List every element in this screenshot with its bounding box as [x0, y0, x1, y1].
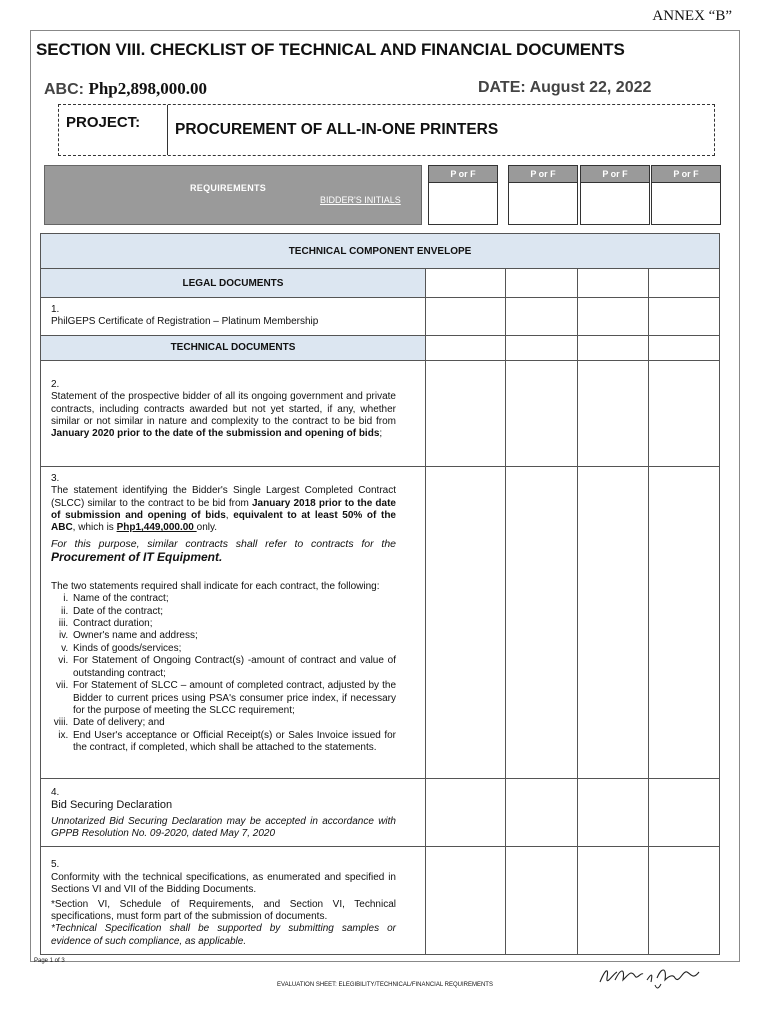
pf-header: P or F [652, 166, 720, 183]
project-name: PROCUREMENT OF ALL-IN-ONE PRINTERS [175, 121, 499, 138]
bidders-initials-label: BIDDER'S INITIALS [320, 195, 401, 205]
pf-cell[interactable] [649, 466, 720, 778]
checklist-table [40, 233, 720, 955]
pf-cell[interactable] [426, 847, 506, 955]
technical-documents-heading: TECHNICAL DOCUMENTS [41, 335, 426, 360]
pf-cell[interactable] [426, 466, 506, 778]
item-text: The statement identifying the Bidder's Single Largest Completed Contract (SLCC) similar to the contract to be bid from January 2018 prior to the date of submission and opening of bids, equivalent to at least 50% of the ABC, which is Php1,449,000.00 only. For this purpose, similar contracts shall refer to contracts for the Procurement of IT Equipment. The two statements required shall indicate for each contract, the following: i. Name of the contract; ii. Date of the contract; iii. Contract duration; iv. Owner's name and address; v. Kinds of goods/services; vi. For Statement of Ongoing Contract(s) -amount of contract and value of outstanding contract; vii. For Statement of SLCC – amount of completed contract, adjusted by the Bidder to current prices using PSA's consumer price index, if necessary for the purpose of meeting the SLCC requirement; viii. Date of delivery; and ix. End User's acceptance or Official Receipt(s) or Sales Invoice issued for the contract, if completed, which shall be attached to the statements. [51, 485, 396, 754]
list-item: vii. For Statement of SLCC – amount of completed contract, adjusted by the Bidder to current prices using PSA's consumer price index, if necessary for the purpose of meeting the SLCC requirement; [71, 680, 396, 717]
signature-initials [595, 960, 705, 995]
requirements-label: REQUIREMENTS [190, 183, 267, 193]
pf-header: P or F [581, 166, 649, 183]
footer-text: EVALUATION SHEET: ELEGIBILITY/TECHNICAL/FINANCIAL REQUIREMENTS [277, 982, 493, 988]
abc-field [44, 79, 207, 99]
contract-details-list [51, 593, 396, 754]
list-item: iii. Contract duration; [71, 618, 396, 630]
list-item: ii. Date of the contract; [71, 606, 396, 618]
pf-cell[interactable] [649, 360, 720, 466]
pf-cell[interactable] [578, 847, 649, 955]
project-label: PROJECT: [66, 114, 141, 131]
pf-cell[interactable] [578, 778, 649, 847]
date-field [478, 79, 651, 97]
pf-cell[interactable] [649, 778, 720, 847]
pf-column-3 [580, 165, 650, 225]
pf-cell[interactable] [578, 360, 649, 466]
annex-label: ANNEX “B” [652, 8, 732, 24]
pf-cell[interactable] [506, 466, 578, 778]
pf-cell[interactable] [506, 360, 578, 466]
pf-column-1 [428, 165, 498, 225]
abc-label: ABC: [44, 81, 84, 98]
pf-cell[interactable] [578, 466, 649, 778]
pf-header: P or F [429, 166, 497, 183]
pf-cell[interactable] [506, 298, 578, 336]
list-item: i. Name of the contract; [71, 593, 396, 605]
pf-header: P or F [509, 166, 577, 183]
checklist-item-1: 1.PhilGEPS Certificate of Registration – Platinum Membership [41, 298, 426, 336]
list-item: vi. For Statement of Ongoing Contract(s) -amount of contract and value of outstanding contract; [71, 655, 396, 680]
date-label: DATE: [478, 79, 526, 96]
date-value: August 22, 2022 [529, 79, 652, 96]
legal-documents-heading: LEGAL DOCUMENTS [41, 269, 426, 298]
page-number: Page 1 of 3 [34, 958, 65, 964]
envelope-title: TECHNICAL COMPONENT ENVELOPE [41, 234, 720, 269]
list-item: iv. Owner's name and address; [71, 630, 396, 642]
item-text: Conformity with the technical specifications, as enumerated and specified in Sections VI and VII of the Bidding Documents. *Section VI, Schedule of Requirements, and Section VI, Technical specifications, must form part of the submission of documents. *Technical Specification shall be supported by submitting samples or evidence of such compliance, as applicable. [51, 871, 396, 947]
list-item: ix. End User's acceptance or Official Receipt(s) or Sales Invoice issued for the contract, if completed, which shall be attached to the statements. [71, 730, 396, 755]
pf-cell[interactable] [578, 298, 649, 336]
pf-cell[interactable] [649, 298, 720, 336]
item-text: PhilGEPS Certificate of Registration – Platinum Membership [51, 316, 319, 328]
checklist-item-3: 3.The statement identifying the Bidder's Single Largest Completed Contract (SLCC) similar to the contract to be bid from January 2018 prior to the date of submission and opening of bids, equivalent to at least 50% of the ABC, which is Php1,449,000.00 only. For this purpose, similar contracts shall refer to contracts for the Procurement of IT Equipment. The two statements required shall indicate for each contract, the following: i. Name of the contract; ii. Date of the contract; iii. Contract duration; iv. Owner's name and address; v. Kinds of goods/services; vi. For Statement of Ongoing Contract(s) -amount of contract and value of outstanding contract; vii. For Statement of SLCC – amount of completed contract, adjusted by the Bidder to current prices using PSA's consumer price index, if necessary for the purpose of meeting the SLCC requirement; viii. Date of delivery; and ix. End User's acceptance or Official Receipt(s) or Sales Invoice issued for the contract, if completed, which shall be attached to the statements. [41, 466, 426, 778]
pf-cell[interactable] [506, 847, 578, 955]
pf-cell[interactable] [426, 298, 506, 336]
item-text: Bid Securing Declaration Unnotarized Bid Securing Declaration may be accepted in accordance with GPPB Resolution No. 09-2020, dated May 7, 2020 [51, 799, 396, 840]
checklist-item-5: 5.Conformity with the technical specifications, as enumerated and specified in Sections VI and VII of the Bidding Documents. *Section VI, Schedule of Requirements, and Section VI, Technical specifications, must form part of the submission of documents. *Technical Specification shall be supported by submitting samples or evidence of such compliance, as applicable. [41, 847, 426, 955]
pf-cell[interactable] [649, 847, 720, 955]
checklist-item-4: 4.Bid Securing Declaration Unnotarized Bid Securing Declaration may be accepted in accordance with GPPB Resolution No. 09-2020, dated May 7, 2020 [41, 778, 426, 847]
pf-cell[interactable] [426, 360, 506, 466]
pf-cell[interactable] [426, 778, 506, 847]
list-item: viii. Date of delivery; and [71, 717, 396, 729]
list-item: v. Kinds of goods/services; [71, 643, 396, 655]
checklist-item-2: 2.Statement of the prospective bidder of all its ongoing government and private contracts, including contracts awarded but not yet started, if any, whether similar or not similar in nature and complexity to the contract to be bid from January 2020 prior to the date of the submission and opening of bids; [41, 360, 426, 466]
abc-value: Php2,898,000.00 [88, 79, 207, 98]
item-text: Statement of the prospective bidder of all its ongoing government and private contracts, including contracts awarded but not yet started, if any, whether similar or not similar in nature and complexity to the contract to be bid from January 2020 prior to the date of the submission and opening of bids; [51, 391, 396, 440]
pf-cell[interactable] [506, 778, 578, 847]
section-title: SECTION VIII. CHECKLIST OF TECHNICAL AND FINANCIAL DOCUMENTS [36, 40, 625, 59]
pf-column-2 [508, 165, 578, 225]
pf-column-4 [651, 165, 721, 225]
